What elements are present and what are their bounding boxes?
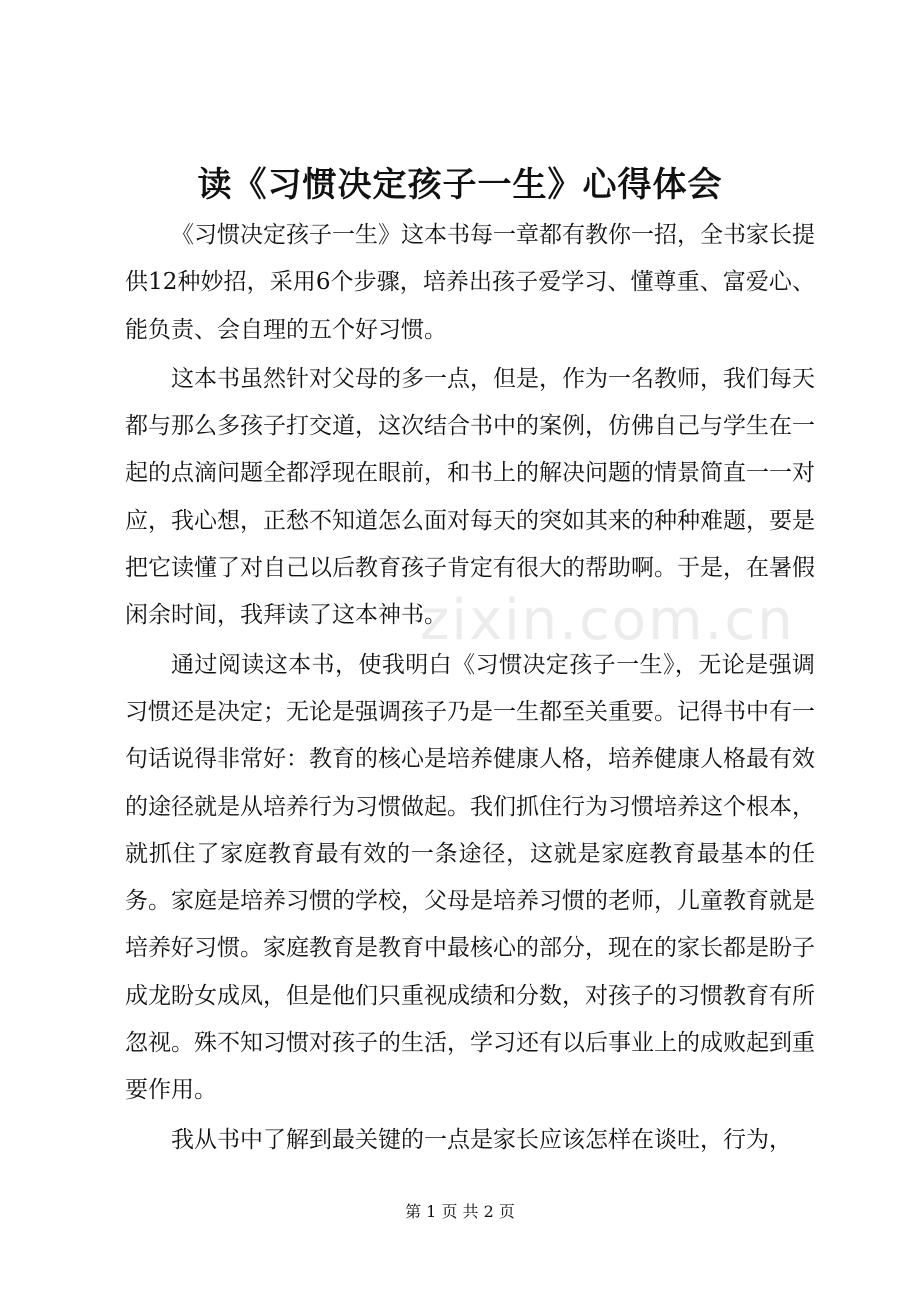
page-footer: 第 1 页 共 2 页: [405, 1202, 515, 1221]
paragraph-4: 我从书中了解到最关键的一点是家长应该怎样在谈吐，行为，: [171, 1126, 792, 1153]
paragraph-2: 这本书虽然针对父母的多一点，但是，作为一名教师，我们每天都与那么多孩子打交道，这次结合书中的案例，仿佛自己与学生在一起的点滴问题全都浮现在眼前，和书上的解决问题的情景简直一一对应，我心想，正愁不知道怎么面对每天的突如其来的种种难题，要是把它读懂了对自己以后教育孩子肯定有很大的帮助啊。于是，在暑假闲余时间，我拜读了这本神书。: [125, 365, 815, 629]
paragraph-3: 通过阅读这本书，使我明白《习惯决定孩子一生》，无论是强调习惯还是决定；无论是强调孩子乃是一生都至关重要。记得书中有一句话说得非常好：教育的核心是培养健康人格，培养健康人格最有效的途径就是从培养行为习惯做起。我们抓住行为习惯培养这个根本，就抓住了家庭教育最有效的一条途径，这就是家庭教育最基本的任务。家庭是培养习惯的学校，父母是培养习惯的老师，儿童教育就是培养好习惯。家庭教育是教育中最核心的部分，现在的家长都是盼子成龙盼女成凤，但是他们只重视成绩和分数，对孩子的习惯教育有所忽视。殊不知习惯对孩子的生活，学习还有以后事业上的成败起到重要作用。: [125, 651, 815, 1104]
document-body: [125, 212, 815, 1166]
paragraph-1: 《习惯决定孩子一生》这本书每一章都有教你一招，全书家长提供12种妙招，采用6个步骤，培养出孩子爱学习、懂尊重、富爱心、能负责、会自理的五个好习惯。: [125, 222, 815, 343]
watermark: zixin.com.cn: [420, 588, 795, 653]
document-title: 读《习惯决定孩子一生》心得体会: [197, 165, 723, 205]
